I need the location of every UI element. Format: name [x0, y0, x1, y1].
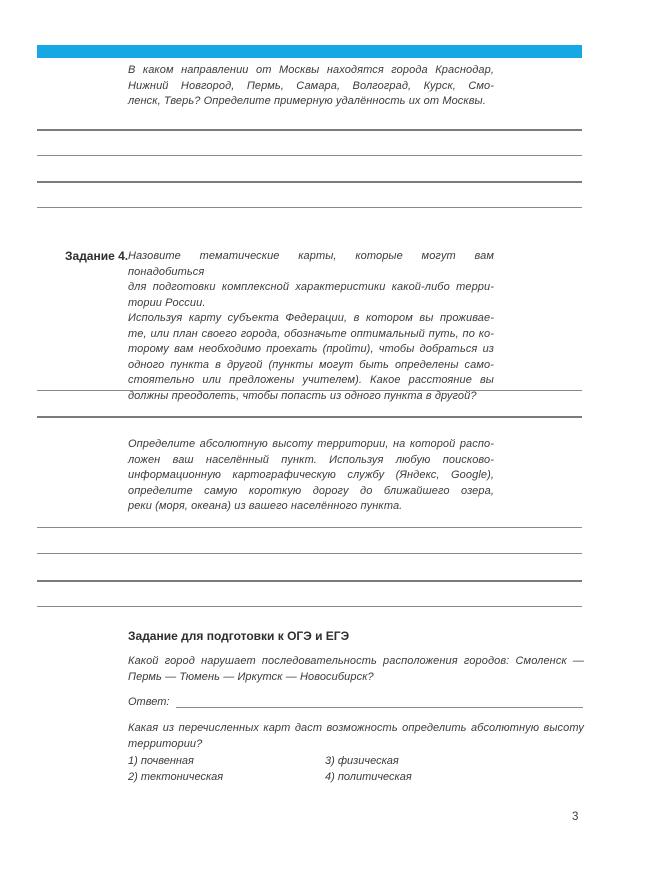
text-line: определите самую короткую дорогу до ближайшего озера,: [128, 484, 494, 497]
answer-line[interactable]: [37, 129, 582, 131]
answer-line[interactable]: [37, 181, 582, 183]
answer-line[interactable]: [37, 606, 582, 607]
answer-line[interactable]: [37, 207, 582, 208]
text-line: должны преодолеть, чтобы попасть из одного пункта в другой?: [128, 389, 477, 402]
accent-bar: [37, 45, 582, 58]
answer-line[interactable]: [176, 707, 583, 708]
text-line: для подготовки комплексной характеристики какой-либо терри-: [128, 281, 494, 293]
answer-line[interactable]: [37, 155, 582, 156]
task4-text: [128, 249, 494, 404]
task4-paragraph-1: [128, 249, 494, 311]
text-line: информационную картографическую службу (Яндекс, Google),: [128, 469, 494, 481]
text-line: реки (моря, океана) из вашего населённого пункта.: [128, 500, 403, 512]
options-column-1: [128, 754, 223, 785]
text-line: торому вам необходимо проехать (пройти), чтобы добраться из: [128, 343, 494, 355]
text-line: Нижний Новгород, Пермь, Самара, Волгоград, Курск, Смо-: [128, 79, 494, 92]
option-3: 3) физическая: [325, 755, 399, 767]
answer-line[interactable]: [37, 553, 582, 554]
text-line: Назовите тематические карты, которые могут вам понадобиться: [128, 250, 494, 278]
answer-line[interactable]: [37, 390, 582, 391]
text-line: ленск, Тверь? Определите примерную удалённость их от Москвы.: [128, 95, 486, 107]
text-line: территории?: [128, 737, 203, 750]
text-line: те, или план своего города, обозначьте оптимальный путь, по ко-: [128, 327, 494, 340]
intro-question: [128, 63, 494, 110]
text-line: В каком направлении от Москвы находятся города Краснодар,: [128, 64, 494, 76]
text-line: Определите абсолютную высоту территории, на которой распо-: [128, 438, 494, 450]
exam-question-2: [128, 721, 584, 752]
text-line: Какой город нарушает последовательность расположения городов: Смоленск —: [128, 655, 584, 667]
exam-section-heading: Задание для подготовки к ОГЭ и ЕГЭ: [128, 629, 350, 643]
height-task-text: [128, 437, 494, 515]
option-1: 1) почвенная: [128, 755, 194, 767]
exam-question-1: [128, 654, 584, 685]
text-line: тории России.: [128, 296, 206, 309]
answer-line[interactable]: [37, 416, 582, 418]
answer-line[interactable]: [37, 527, 582, 528]
option-4: 4) политическая: [325, 770, 412, 783]
page-number: 3: [572, 811, 579, 823]
options-column-2: [325, 754, 412, 785]
text-line: Используя карту субъекта Федерации, в котором вы проживае-: [128, 312, 494, 324]
text-line: Пермь — Тюмень — Иркутск — Новосибирск?: [128, 670, 374, 683]
text-line: стоятельно или предложены учителем). Какое расстояние вы: [128, 374, 494, 386]
text-line: одного пункта в другой (пункты могут быть определены само-: [128, 358, 494, 371]
option-2: 2) тектоническая: [128, 770, 224, 783]
answer-line[interactable]: [37, 580, 582, 582]
text-line: Какая из перечисленных карт даст возможность определить абсолютную высоту: [128, 722, 584, 734]
answer-label: Ответ:: [128, 696, 170, 708]
task-label: Задание 4.: [65, 249, 129, 263]
text-line: ложен ваш населённый пункт. Используя любую поисково-: [128, 453, 494, 466]
